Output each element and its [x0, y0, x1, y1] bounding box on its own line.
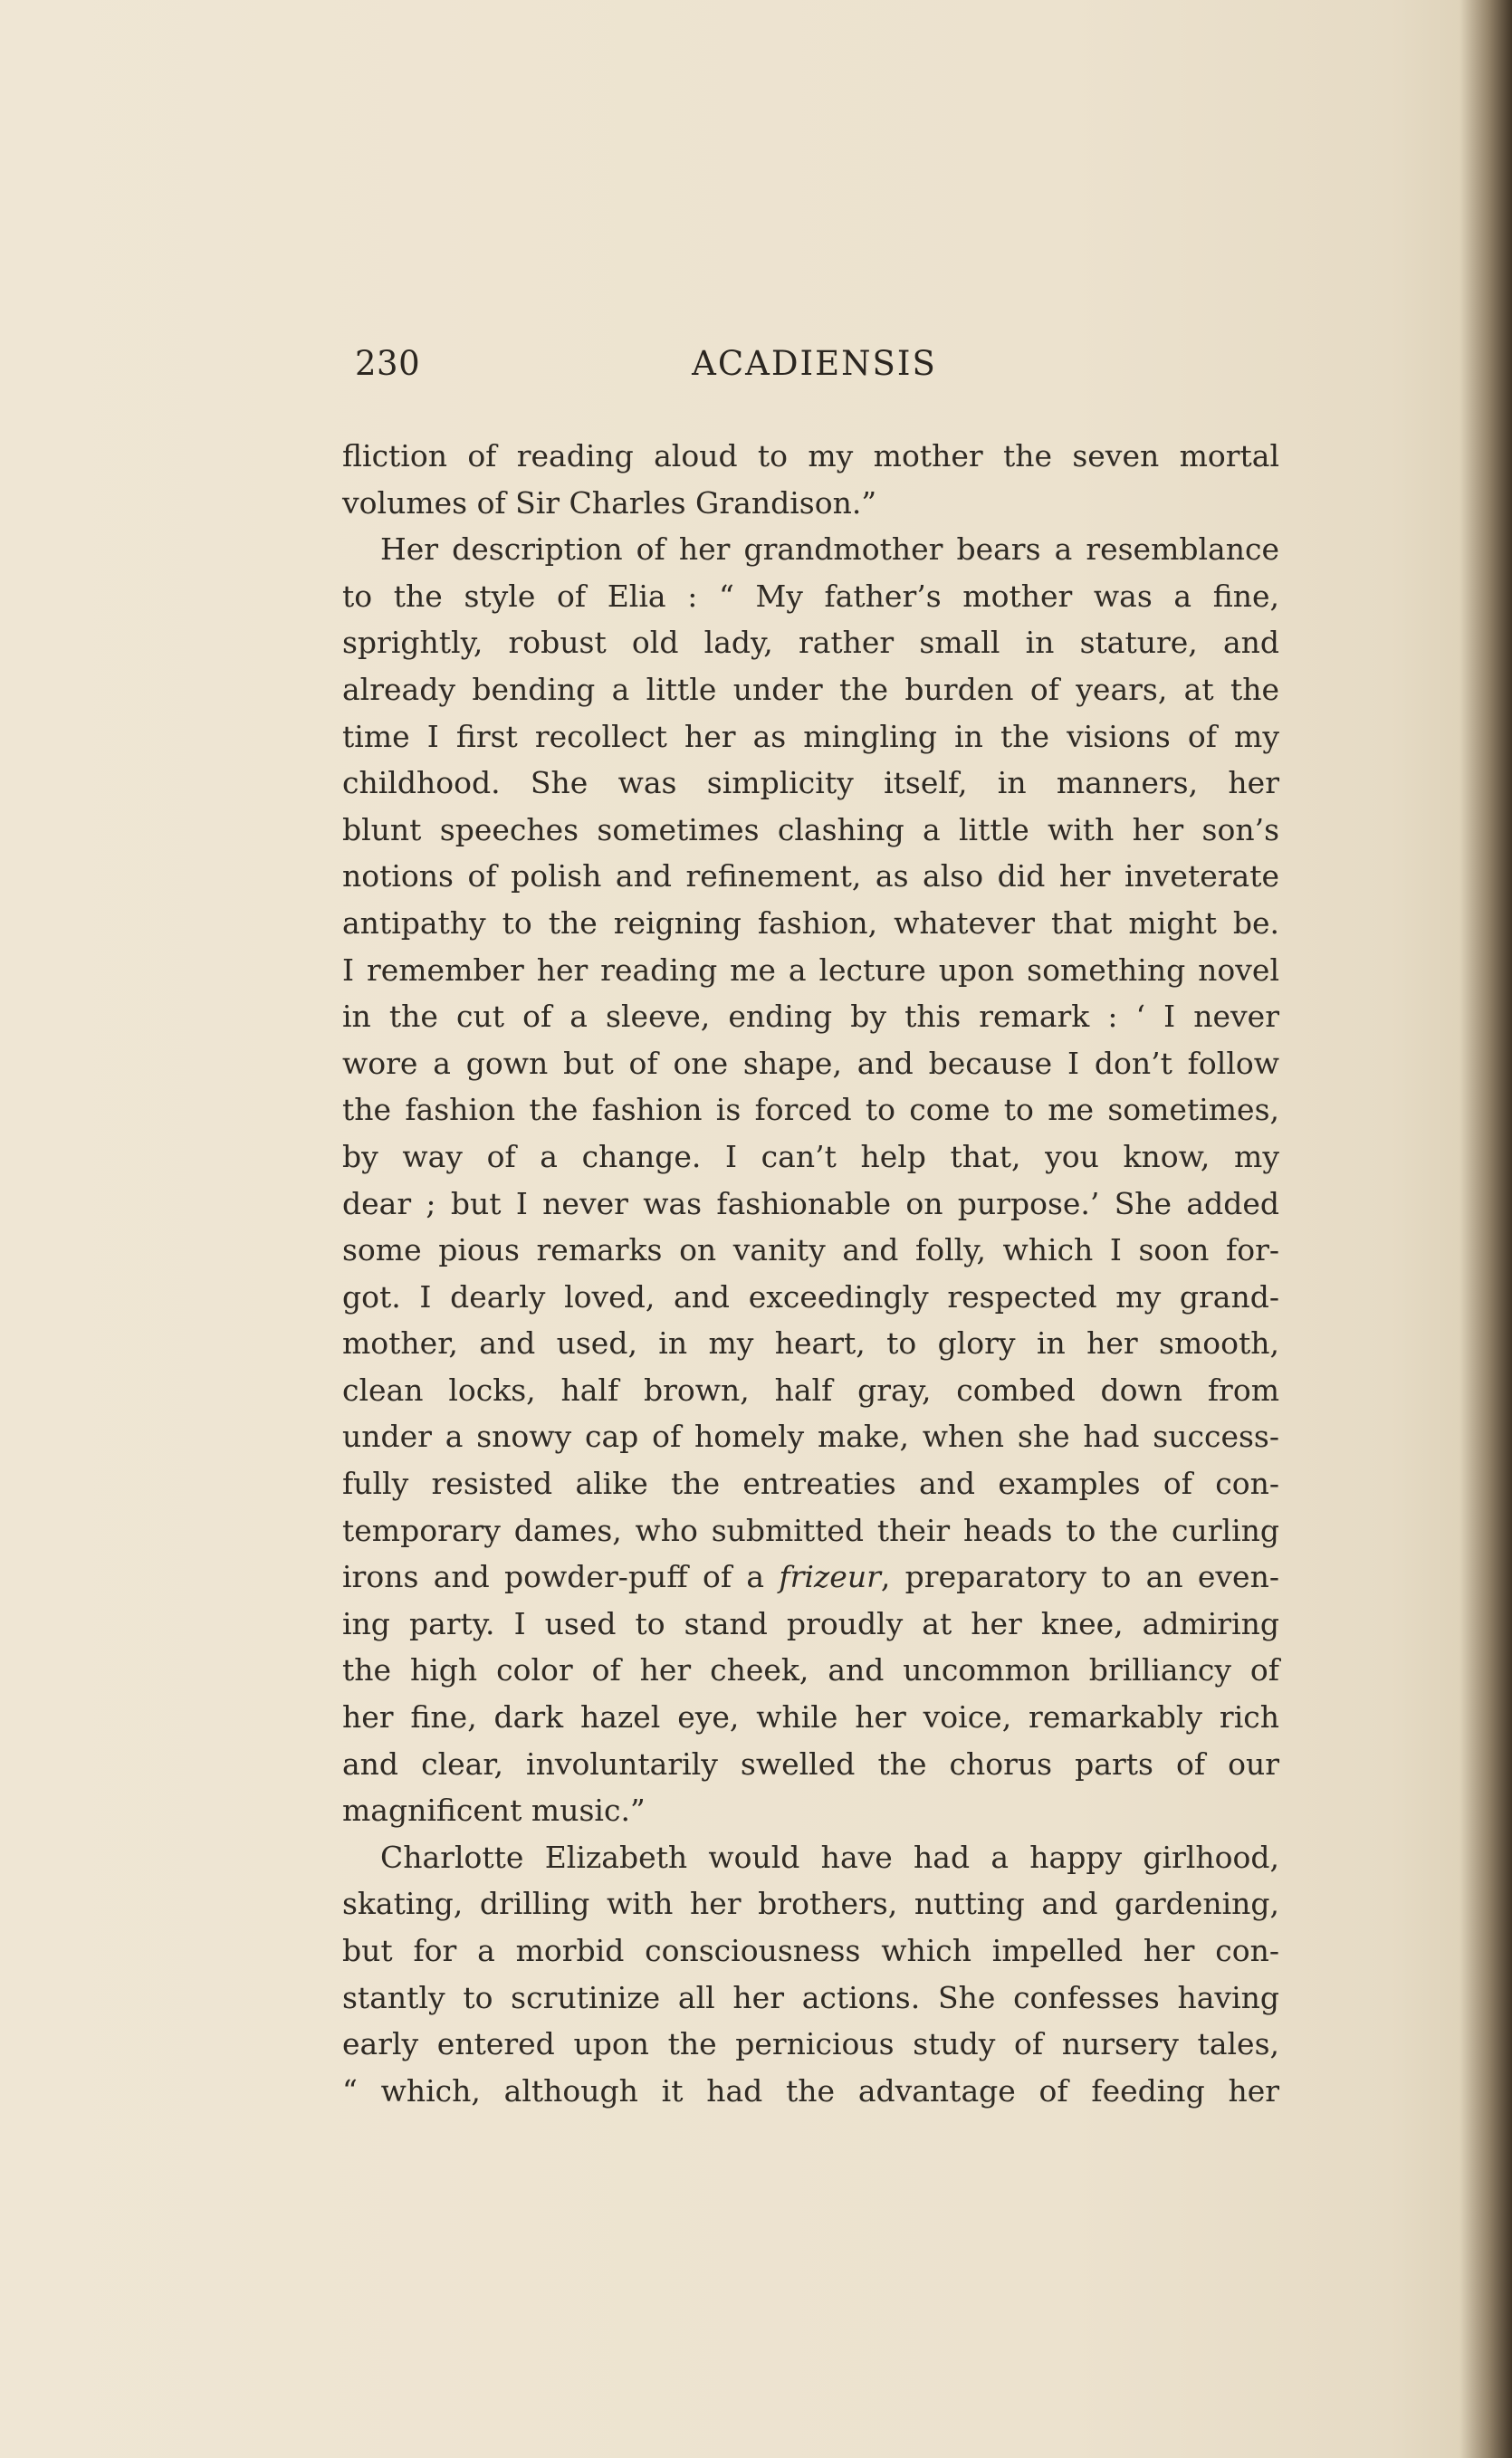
text-line: the fashion the fashion is forced to come to me sometimes,: [342, 1092, 1279, 1128]
running-title: ACADIENSIS: [692, 344, 937, 383]
binding-shadow: [1459, 0, 1512, 2458]
text-segment: , preparatory to an even-: [880, 1559, 1279, 1595]
text-line: wore a gown but of one shape, and because I don’t follow: [342, 1045, 1279, 1081]
italic-word: frizeur: [779, 1559, 881, 1595]
text-line: some pious remarks on vanity and folly, which I soon for-: [342, 1232, 1279, 1268]
text-line: magnificent music.”: [342, 1793, 646, 1829]
text-line: blunt speeches sometimes clashing a little with her son’s: [342, 811, 1279, 847]
page-number: 230: [355, 344, 421, 383]
paragraph-start-line: Charlotte Elizabeth would have had a happy girlhood,: [380, 1839, 1279, 1875]
text-line: fliction of reading aloud to my mother the seven mortal: [342, 438, 1279, 473]
text-line: her fine, dark hazel eye, while her voice, remarkably rich: [342, 1699, 1279, 1736]
text-line: stantly to scrutinize all her actions. She confesses having: [342, 1979, 1279, 2015]
text-line: mother, and used, in my heart, to glory in her smooth,: [342, 1325, 1279, 1362]
text-line: and clear, involuntarily swelled the chorus parts of our: [342, 1745, 1279, 1782]
paragraph-start-line: Her description of her grandmother bears a resemblance: [380, 531, 1279, 568]
text-line: dear ; but I never was fashionable on purpose.’ She added: [342, 1185, 1279, 1221]
page-header: [355, 344, 1274, 398]
body-text: [342, 433, 1279, 2114]
text-line: to the style of Elia : “ My father’s mother was a fine,: [342, 578, 1279, 614]
text-line: got. I dearly loved, and exceedingly respected my grand-: [342, 1278, 1279, 1315]
text-line: “ which, although it had the advantage of feeding her: [342, 2072, 1279, 2109]
text-line: fully resisted alike the entreaties and examples of con-: [342, 1466, 1279, 1502]
text-line: under a snowy cap of homely make, when she had success-: [342, 1419, 1279, 1455]
text-line: childhood. She was simplicity itself, in manners, her: [342, 765, 1279, 801]
text-segment: irons and powder-puff of a: [342, 1559, 780, 1595]
text-line: by way of a change. I can’t help that, you know, my: [342, 1138, 1279, 1174]
text-line: clean locks, half brown, half gray, combed down from: [342, 1372, 1279, 1408]
text-line: time I first recollect her as mingling in the visions of my: [342, 718, 1279, 754]
text-line-with-italic: [342, 1554, 1279, 1601]
text-line: but for a morbid consciousness which impelled her con-: [342, 1933, 1279, 1968]
text-line: in the cut of a sleeve, ending by this remark : ‘ I never: [342, 999, 1279, 1035]
text-line: skating, drilling with her brothers, nutting and gardening,: [342, 1886, 1279, 1922]
text-line: ing party. I used to stand proudly at her knee, admiring: [342, 1605, 1279, 1641]
text-line: notions of polish and refinement, as also did her inveterate: [342, 858, 1279, 894]
text-line: sprightly, robust old lady, rather small in stature, and: [342, 625, 1279, 661]
text-line: temporary dames, who submitted their heads to the curling: [342, 1512, 1279, 1548]
text-line: already bending a little under the burden of years, at the: [342, 671, 1279, 707]
text-line: early entered upon the pernicious study of nursery tales,: [342, 2026, 1279, 2062]
text-line: antipathy to the reigning fashion, whatever that might be.: [342, 904, 1279, 941]
text-line: I remember her reading me a lecture upon something novel: [342, 952, 1279, 988]
text-line: the high color of her cheek, and uncommon brilliancy of: [342, 1652, 1279, 1688]
text-line: volumes of Sir Charles Grandison.”: [342, 484, 877, 521]
